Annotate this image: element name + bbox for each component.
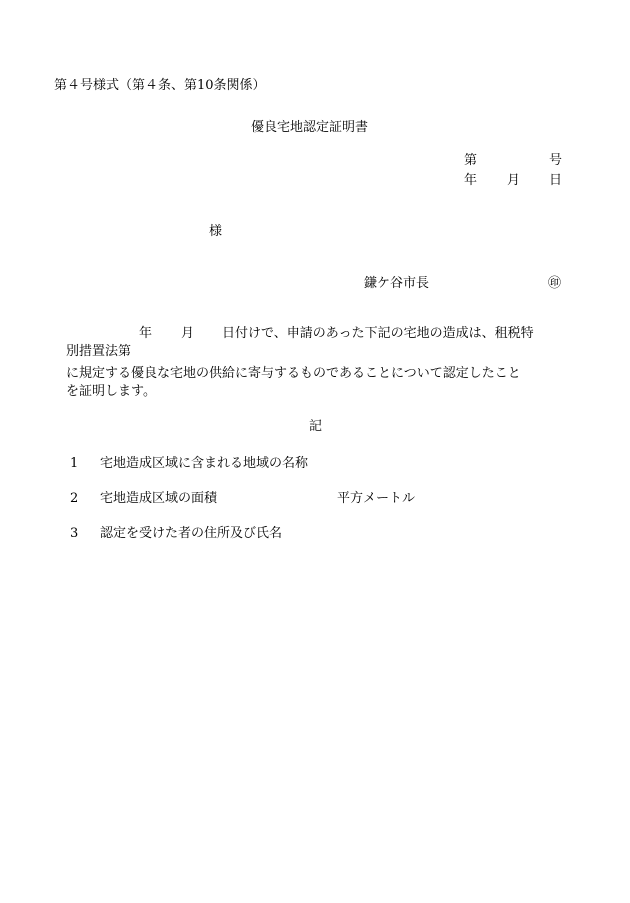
item-label: 宅地造成区域に含まれる地域の名称 xyxy=(100,456,309,471)
body-date-month: 月 xyxy=(181,326,195,341)
body-text-line-4: を証明します。 xyxy=(66,384,156,399)
item-number: 1 xyxy=(70,456,79,471)
ki-heading: 記 xyxy=(309,419,323,434)
form-label: 第４号様式（第４条、第10条関係） xyxy=(54,78,266,93)
number-suffix: 号 xyxy=(549,153,563,168)
list-item xyxy=(66,490,217,508)
date-year: 年 xyxy=(464,173,478,188)
issuer-name: 鎌ケ谷市長 xyxy=(364,276,430,291)
item-number: 3 xyxy=(70,526,79,541)
list-item xyxy=(66,455,308,473)
body-text-line-3: に規定する優良な宅地の供給に寄与するものであることについて認定したこと xyxy=(66,366,521,381)
item-unit: 平方メートル xyxy=(337,491,416,506)
addressee-suffix: 様 xyxy=(209,224,223,239)
body-text-line-2: 別措置法第 xyxy=(66,344,132,359)
number-prefix: 第 xyxy=(464,153,478,168)
item-label: 宅地造成区域の面積 xyxy=(100,491,218,506)
body-date-year: 年 xyxy=(139,326,153,341)
date-day: 日 xyxy=(549,173,563,188)
document-title: 優良宅地認定証明書 xyxy=(251,120,369,135)
item-label: 認定を受けた者の住所及び氏名 xyxy=(100,526,283,541)
item-number: 2 xyxy=(70,491,79,506)
list-item xyxy=(66,525,282,543)
date-month: 月 xyxy=(507,173,521,188)
body-text-line-1: 日付けで、申請のあった下記の宅地の造成は、租税特 xyxy=(222,326,534,341)
seal-mark: ㊞ xyxy=(548,276,562,291)
